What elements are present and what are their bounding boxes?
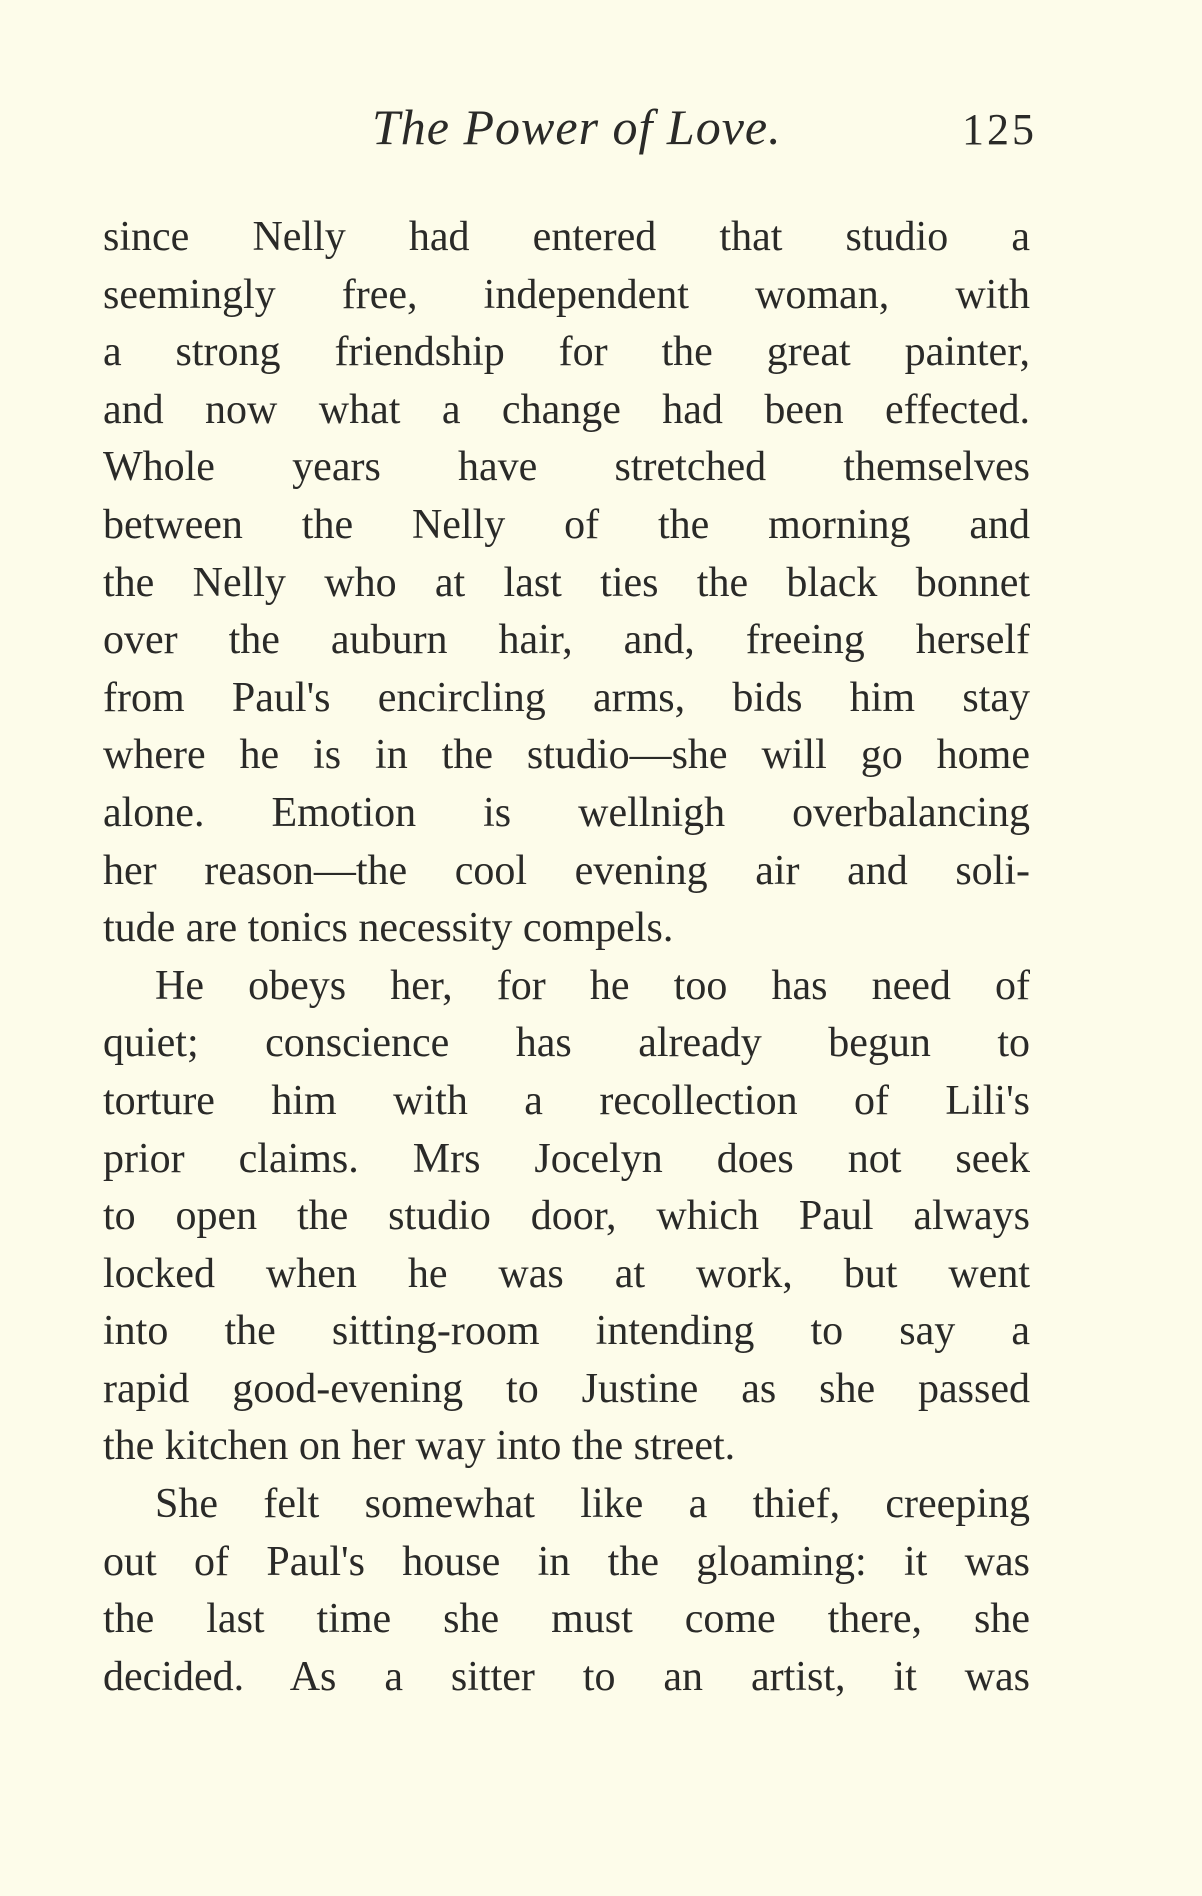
text-line: to open the studio door, which Paul always — [103, 1193, 1030, 1240]
text-line: and now what a change had been effected. — [103, 386, 1030, 433]
paragraph-start-line: He obeys her, for he too has need of — [155, 962, 1030, 1009]
text-line: Whole years have stretched themselves — [103, 444, 1030, 491]
text-line: between the Nelly of the morning and — [103, 501, 1030, 548]
paragraph-start-line: She felt somewhat like a thief, creeping — [155, 1481, 1030, 1528]
text-line: the last time she must come there, she — [103, 1596, 1030, 1643]
text-line: out of Paul's house in the gloaming: it was — [103, 1538, 1030, 1585]
body-text — [103, 209, 1030, 1706]
text-line: torture him with a recollection of Lili's — [103, 1077, 1030, 1124]
text-line: locked when he was at work, but went — [103, 1250, 1030, 1297]
text-line: prior claims. Mrs Jocelyn does not seek — [103, 1135, 1030, 1182]
page-number: 125 — [962, 105, 1037, 154]
text-line: seemingly free, independent woman, with — [103, 271, 1030, 318]
text-line: into the sitting-room intending to say a — [103, 1308, 1030, 1355]
text-line: quiet; conscience has already begun to — [103, 1020, 1030, 1067]
text-line: a strong friendship for the great painter, — [103, 329, 1030, 376]
text-line: alone. Emotion is wellnigh overbalancing — [103, 789, 1030, 836]
text-line: over the auburn hair, and, freeing herself — [103, 617, 1030, 664]
text-line: the Nelly who at last ties the black bonnet — [103, 559, 1030, 606]
text-line: rapid good-evening to Justine as she passed — [103, 1365, 1030, 1412]
paragraph-end-line: the kitchen on her way into the street. — [103, 1423, 736, 1470]
text-line: from Paul's encircling arms, bids him stay — [103, 674, 1030, 721]
text-line: decided. As a sitter to an artist, it was — [103, 1653, 1030, 1700]
text-line: where he is in the studio—she will go home — [103, 732, 1030, 779]
text-line: her reason—the cool evening air and soli- — [103, 847, 1030, 894]
running-title: The Power of Love. — [372, 99, 782, 155]
paragraph-end-line: tude are tonics necessity compels. — [103, 905, 674, 952]
text-line: since Nelly had entered that studio a — [103, 214, 1030, 260]
running-head — [0, 98, 1202, 168]
